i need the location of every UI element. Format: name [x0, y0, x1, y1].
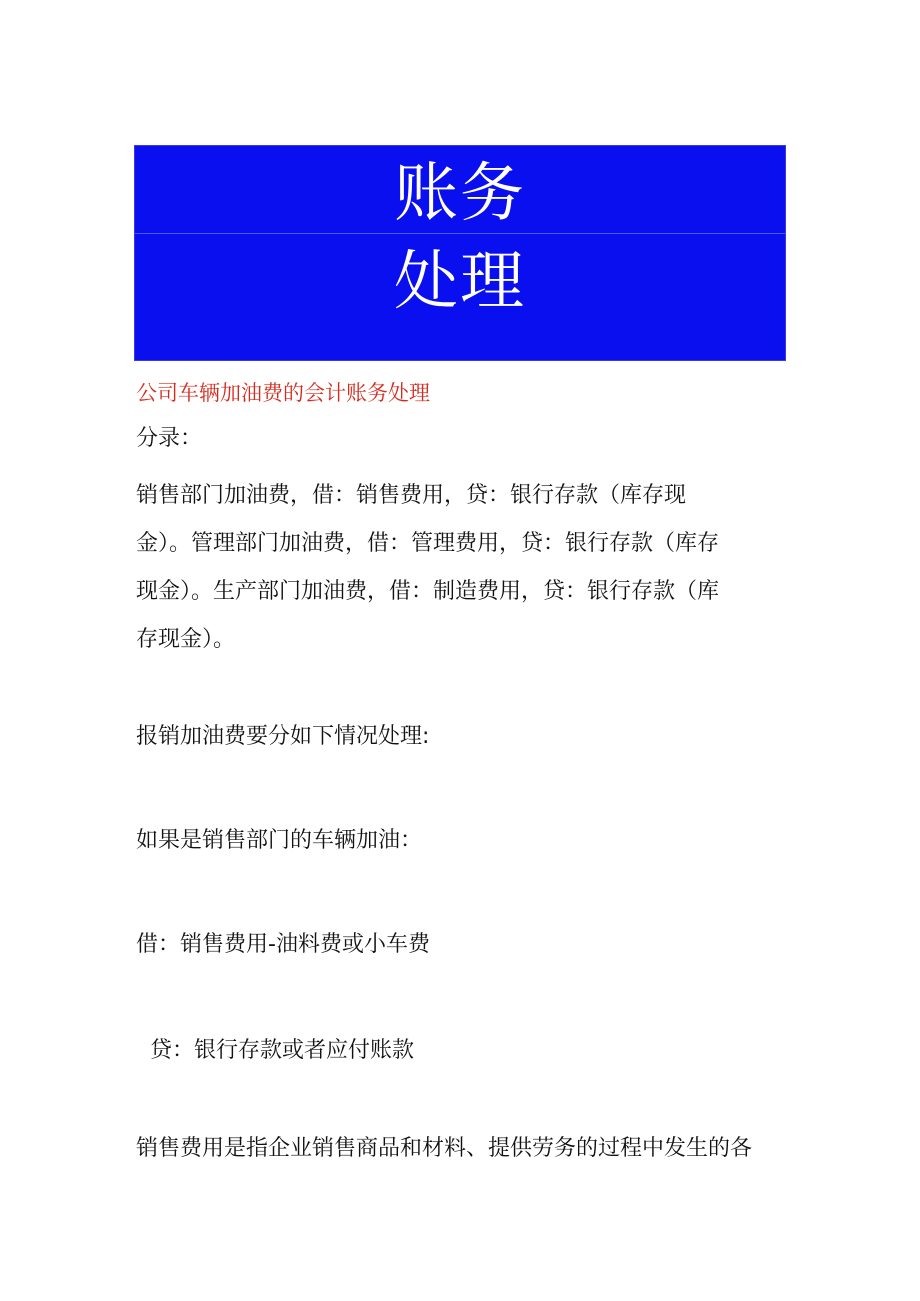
article-title: 公司车辆加油费的会计账务处理 [136, 381, 430, 405]
reimburse-heading: 报销加油费要分如下情况处理: [136, 724, 430, 749]
definition-start: 销售费用是指企业销售商品和材料、提供劳务的过程中发生的各 [136, 1136, 753, 1161]
banner-title-line-1: 账务 [394, 157, 526, 231]
paragraph-line: 金）。管理部门加油费，借：管理费用，贷：银行存款（库存 [136, 531, 720, 556]
debit-line: 借：销售费用-油料费或小车费 [136, 932, 430, 957]
sales-case: 如果是销售部门的车辆加油： [136, 828, 423, 853]
entry-paragraph [136, 472, 776, 664]
banner-title-line-2: 处理 [394, 245, 526, 319]
banner-divider [135, 233, 785, 234]
credit-line: 贷：银行存款或者应付账款 [150, 1038, 415, 1063]
paragraph-line: 现金）。生产部门加油费，借：制造费用，贷：银行存款（库 [136, 579, 720, 604]
entry-label: 分录： [136, 426, 203, 451]
title-banner [134, 145, 786, 361]
paragraph-line: 销售部门加油费，借：销售费用，贷：银行存款（库存现 [136, 483, 687, 508]
paragraph-line: 存现金）。 [136, 627, 236, 652]
